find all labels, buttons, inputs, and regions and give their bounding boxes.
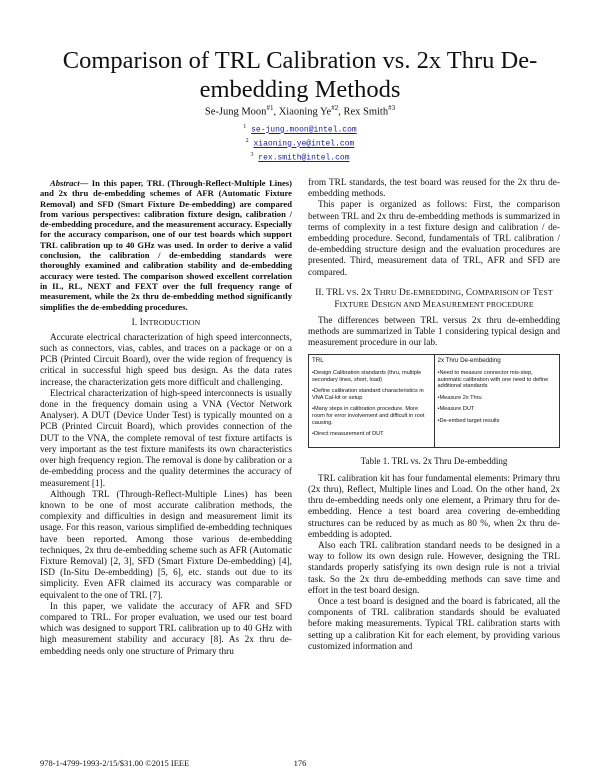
email-link[interactable]: se-jung.moon@intel.com xyxy=(251,125,357,135)
author-mark: #1 xyxy=(266,104,274,112)
table-column-trl xyxy=(309,355,435,446)
abstract-label: Abstract xyxy=(50,178,80,188)
table-caption: Table 1. TRL vs. 2x Thru De-embedding xyxy=(360,455,508,466)
section-heading-comparison: II. TRL VS. 2X THRU DE-EMBEDDING, COMPARISON OF TEST FIXTURE DESIGN AND MEASUREMENT PROCEDURE xyxy=(315,287,553,310)
paragraph: This paper is organized as follows: First, the comparison between TRL and 2x thru de-embedding methods is summarized in terms of complexity in a test fixture design and calibration / de-embedding procedure. Second, fundamentals of TRL calibration / de-embedding structure design and the evaluation procedures are presented. Third, measurement data of TRL, AFR and SFD are compared. xyxy=(308,200,560,278)
email-link[interactable]: rex.smith@intel.com xyxy=(258,153,350,163)
comparison-table xyxy=(308,354,560,447)
email-line xyxy=(0,124,600,135)
table-item: •Measure 2x Thru xyxy=(437,394,482,401)
table-item: •Define calibration standard characteristics in VNA Cal-kit or setup xyxy=(312,388,424,401)
paragraph: from TRL standards, the test board was reused for the 2x thru de-embedding methods. xyxy=(308,178,560,200)
author-mark: #3 xyxy=(388,104,396,112)
paragraph: In this paper, we validate the accuracy of AFR and SFD compared to TRL. For proper evaluation, we used our test board which was designed to support TRL calibration up to 40 GHz with high measurement stability and accuracy [8]. As 2x thru de-embedding needs only one structure of Primary thru xyxy=(40,601,292,657)
email-mark: 1 xyxy=(243,124,247,130)
paragraph: Although TRL (Through-Reflect-Multiple Lines) has been known to be one of most accurate calibration methods, the complexity and difficulties in design and measurement limit its usage. For this reason, various simplified de-embedding techniques have been reported. Among those various de-embedding techniques, 2x thru de-embedding scheme such as AFR (Automatic Fixture Removal) [2, 3], SFD (Smart Fixture De-embedding) [4], ISD (In-Situ De-embedding) [5, 6], etc. stands out due to its simplicity. Even AFR claimed its accuracy was comparable or equivalent to the one of TRL [7]. xyxy=(40,489,292,601)
email-line xyxy=(0,138,600,149)
table-item: •De-embed target results xyxy=(437,418,500,424)
email-link[interactable]: xiaoning.ye@intel.com xyxy=(253,139,355,149)
abstract xyxy=(40,178,292,312)
email-mark: 2 xyxy=(245,138,249,144)
email-line xyxy=(0,152,600,163)
right-column xyxy=(308,178,560,653)
paragraph: The differences between TRL versus 2x thru de-embedding methods are summarized in Table 1 considering typical design and measurement procedure in our lab. xyxy=(308,315,560,349)
paragraph: Also each TRL calibration standard needs to be designed in a way to follow its own design rule. However, designing the TRL standards properly satisfying its own design rule is not a trivial task. So the 2x thru de-embedding methods can save time and effort in the test board design. xyxy=(308,541,560,596)
paragraph: Once a test board is designed and the board is fabricated, all the components of TRL calibration standards should be evaluated before making measurements. Typical TRL calibration starts with setting up a calibration Kit for each element, by providing various customized information and xyxy=(308,597,560,652)
table-header: 2x Thru De-embedding xyxy=(437,357,501,365)
table-item: •Design Calibration standards (thru, multiple secondary lines, short, load) xyxy=(312,370,422,383)
paragraph: Accurate electrical characterization of high speed interconnects, such as connectors, vias, cables, and traces on a package or on a PCB (Printed Circuit Board), over the wide region of frequency is critical in successful high speed bus design. As the data rates increase, the characterization gets more difficult and challenging. xyxy=(40,332,292,388)
author-name: Se-Jung Moon xyxy=(204,106,267,118)
email-mark: 3 xyxy=(250,152,254,158)
author-name: Xiaoning Ye xyxy=(278,106,332,118)
left-column xyxy=(40,178,292,658)
abstract-text: — In this paper, TRL (Through-Reflect-Multiple Lines) and 2x thru de-embedding schemes of AFR (Automatic Fixture Removal) and SFD (Smart Fixture De-embedding) are compared from various perspectives: calibration fixture design, calibration / de-embedding procedure, and the measurement accuracy. Especially for the accuracy comparison, one of our test boards which support TRL calibration up to 40 GHz was used. In order to derive a valid conclusion, the calibration / de-embedding standards were thoroughly examined and calibration stability and de-embedding accuracy were tested. The comparison showed excellent correlation in IL, RL, NEXT and FEXT over the full frequency range of measurement, while the 2x thru de-embedding method significantly simplifies the de-embedding procedures. xyxy=(40,178,292,312)
author-name: Rex Smith xyxy=(343,106,389,118)
table-header: TRL xyxy=(312,357,324,365)
author-line: Se-Jung Moon$^{\#1}$, Xiaoning Ye$^{\#2}$, Rex Smith$^{\#3}$ xyxy=(204,104,396,118)
paragraph: TRL calibration kit has four fundamental elements: Primary thru (2x thru), Reflect, Multiple lines and Load. On the other hand, 2x thru de-embedding needs only one element, a Primary thru for de-embedding. Hence a test board area covering de-embedding structures can be reduced by as much as 80 %, when 2x thru de-embedding is adopted. xyxy=(308,473,560,540)
paper-title: Comparison of TRL Calibration vs. 2x Thru De-embedding Methods xyxy=(62,47,538,103)
section-heading-introduction: I. INTRODUCTION xyxy=(131,317,201,328)
table-item: •Measure DUT xyxy=(437,406,475,413)
author-mark: #2 xyxy=(331,104,339,112)
table-item: •Direct measurement of DUT xyxy=(312,431,384,438)
table-item: •Many steps in calibration procedure. More room for error involvement and difficult in root causing. xyxy=(312,406,425,426)
table-column-2x-thru xyxy=(435,355,560,446)
table-item: •Need to measure connector mis-step, automatic calibration with one need to define additional standards xyxy=(437,370,549,390)
paragraph: Electrical characterization of high-speed interconnects is usually done in the frequency domain using a VNA (Vector Network Analyser). A DUT (Device Under Test) is typically mounted on a PCB (Printed Circuit Board), which provides connection of the DUT to the VNA, the complete removal of test fixture artifacts is very important as the test fixture manifests its own characteristics over high frequency region. The removal is done by calibration or a de-embedding process and the quality determines the accuracy of measurement [1]. xyxy=(40,388,292,489)
page-number: 176 xyxy=(293,758,307,768)
footer-isbn: 978-1-4799-1993-2/15/$31.00 ©2015 IEEE xyxy=(40,758,190,768)
